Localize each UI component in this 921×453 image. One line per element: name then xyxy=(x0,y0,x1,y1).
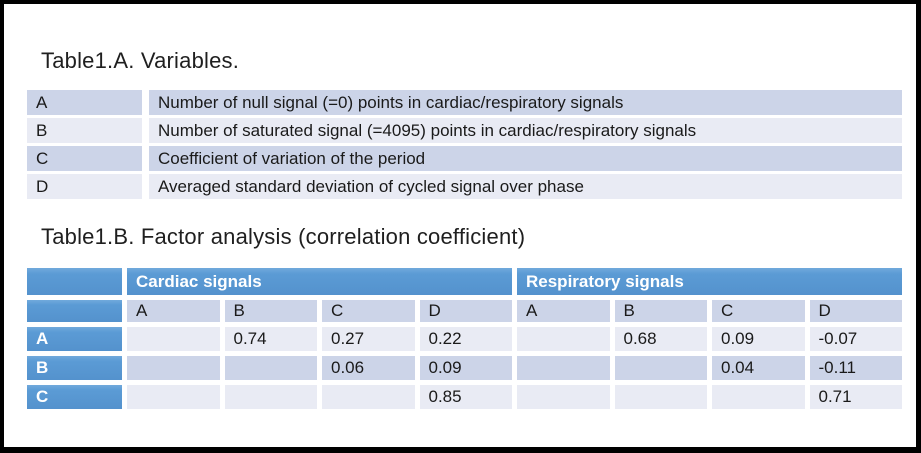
correlation-cell: 0.09 xyxy=(712,327,805,351)
column-header: B xyxy=(615,300,708,322)
table-b xyxy=(27,268,902,409)
row-label: C xyxy=(27,385,122,409)
correlation-cell: 0.68 xyxy=(615,327,708,351)
correlation-cell: 0.85 xyxy=(420,385,513,409)
column-header: D xyxy=(420,300,513,322)
table-a-row-description: Coefficient of variation of the period xyxy=(149,146,902,171)
correlation-cell xyxy=(712,385,805,409)
corner-cell xyxy=(27,268,122,295)
group-header-respiratory: Respiratory signals xyxy=(517,268,902,295)
column-header: A xyxy=(517,300,610,322)
correlation-cell xyxy=(225,385,318,409)
table-a-row-key: D xyxy=(27,174,142,199)
column-header: C xyxy=(322,300,415,322)
correlation-cell xyxy=(225,356,318,380)
correlation-cell: -0.11 xyxy=(810,356,903,380)
row-label: A xyxy=(27,327,122,351)
correlation-cell: -0.07 xyxy=(810,327,903,351)
correlation-cell: 0.74 xyxy=(225,327,318,351)
correlation-cell xyxy=(517,385,610,409)
row-label: B xyxy=(27,356,122,380)
correlation-cell xyxy=(615,356,708,380)
correlation-cell xyxy=(127,356,220,380)
table-a-row-key: C xyxy=(27,146,142,171)
correlation-cell: 0.06 xyxy=(322,356,415,380)
correlation-cell: 0.22 xyxy=(420,327,513,351)
table-a-row-description: Number of null signal (=0) points in cardiac/respiratory signals xyxy=(149,90,902,115)
correlation-cell xyxy=(127,385,220,409)
correlation-cell: 0.04 xyxy=(712,356,805,380)
correlation-cell: 0.27 xyxy=(322,327,415,351)
table-a-row-description: Number of saturated signal (=4095) points in cardiac/respiratory signals xyxy=(149,118,902,143)
column-header: C xyxy=(712,300,805,322)
table-a xyxy=(27,90,902,199)
column-header: B xyxy=(225,300,318,322)
table-b-title: Table1.B. Factor analysis (correlation coefficient) xyxy=(41,224,526,249)
table-a-row-key: B xyxy=(27,118,142,143)
correlation-cell xyxy=(517,356,610,380)
group-header-cardiac: Cardiac signals xyxy=(127,268,512,295)
correlation-cell xyxy=(322,385,415,409)
corner-cell xyxy=(27,300,122,322)
table-a-row-description: Averaged standard deviation of cycled signal over phase xyxy=(149,174,902,199)
correlation-cell xyxy=(517,327,610,351)
table-a-title: Table1.A. Variables. xyxy=(41,48,240,73)
correlation-cell: 0.71 xyxy=(810,385,903,409)
correlation-cell: 0.09 xyxy=(420,356,513,380)
table-a-row-key: A xyxy=(27,90,142,115)
correlation-cell xyxy=(615,385,708,409)
column-header: D xyxy=(810,300,903,322)
correlation-cell xyxy=(127,327,220,351)
column-header: A xyxy=(127,300,220,322)
